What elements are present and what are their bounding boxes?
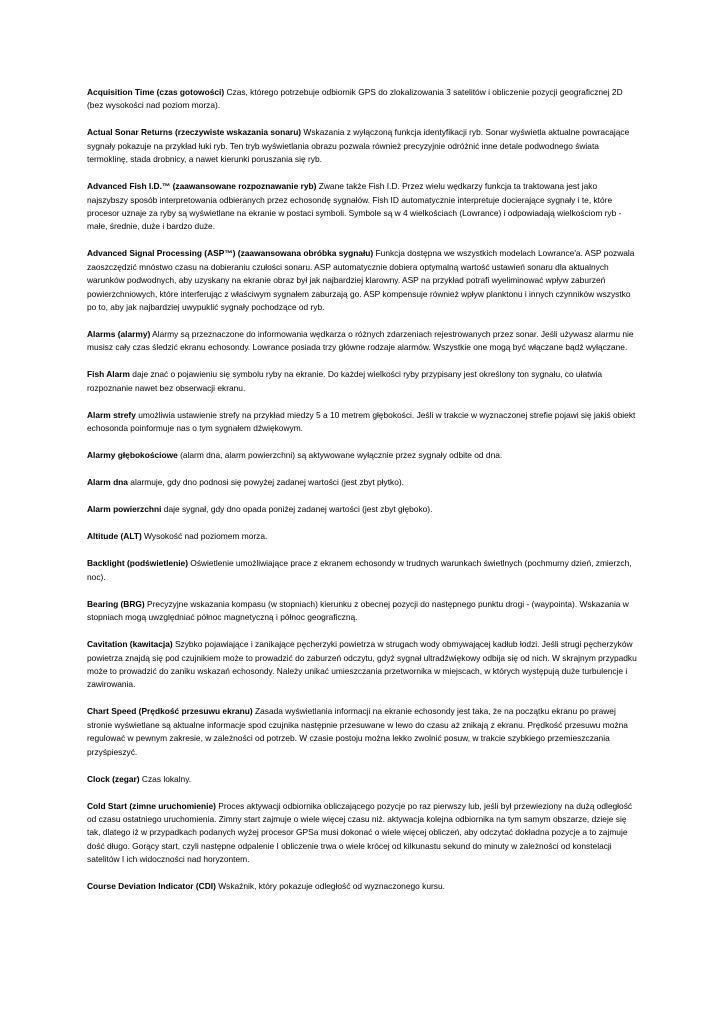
entry-definition: Zwane także Fish I.D. Przez wielu wędkarzy funkcja ta traktowana jest jako najszybszy sposób interpretowania odbieranych przez echosondę sygnałów. Fish ID automatycznie interpretuje docierające sygnały i te, które procesor uznaje za ryby są wyświetlane na ekranie w postaci symboli. Symbole są w 4 wielkościach (Lowrance) i odpowiadają wielkościom ryb - małe, średnie, duże i bardzo duże. <box>87 181 622 232</box>
glossary-entry <box>87 503 639 516</box>
entry-definition: Oświetlenie umożliwiające prace z ekranem echosondy w trudnych warunkach świetlnych (pochmurny dzień, zmierzch, noc). <box>87 558 632 582</box>
glossary-entry <box>87 328 639 355</box>
entry-term: Chart Speed (Prędkość przesuwu ekranu) <box>87 706 253 717</box>
glossary-entry <box>87 638 639 692</box>
glossary-entry <box>87 773 639 786</box>
glossary-entry <box>87 557 639 584</box>
entry-term: Cold Start (zimne uruchomienie) <box>87 800 216 811</box>
entry-term: Clock (zegar) <box>87 773 140 784</box>
glossary-entry <box>87 368 639 395</box>
glossary-entry <box>87 598 639 625</box>
entry-definition: Wysokość nad poziomem morza. <box>141 531 268 542</box>
entry-term: Bearing (BRG) <box>87 598 145 609</box>
entry-definition: Proces aktywacji odbiornika obliczającego pozycje po raz pierwszy lub, jeśli był przewieziony na dużą odległość od czasu ostatniego uruchomienia. Zimny start zajmuje o wiele więcej czasu niż. aktywacja kolejna odbiornika na tym samym obszarze, dzieje się tak, dlatego iż w przypadkach podanych wyżej procesor GPSa musi dokonać o wiele więcej obliczeń, aby odczytać dokładna pozycje a to zajmuje dość długo. Gorący start, czyli następne odpalenie I obliczenie trwa o wiele krócej od kilkunastu sekund do minuty w zależności od konstelacji satelitów I ich widoczności nad horyzontem. <box>87 800 633 865</box>
glossary-entry <box>87 449 639 462</box>
entry-definition: Wskaźnik, który pokazuje odległość od wyznaczonego kursu. <box>215 881 445 892</box>
entry-term: Alarm strefy <box>87 409 136 420</box>
entry-definition: umożliwia ustawienie strefy na przykład miedzy 5 a 10 metrem głębokości. Jeśli w trakcie w wyznaczonej strefie pojawi się jakiś obiekt echosonda poinformuje nas o tym sygnałem dźwiękowym. <box>87 409 636 434</box>
entry-definition: Alarmy są przeznaczone do informowania wędkarza o różnych zdarzeniach rejestrowanych przez sonar. Jeśli używasz alarmu nie musisz cały czas śledzić ekranu echosondy. Lowrance posiada trzy główne rodzaje alarmów. Wszystkie one mogą być włączane bądź wyłączane. <box>87 329 634 353</box>
entry-term: Alarm dna <box>87 477 128 488</box>
entry-definition: daje znać o pojawieniu się symbolu ryby na ekranie. Do każdej wielkości ryby przypisany jest określony ton sygnału, co ułatwia rozpoznanie nawet bez obserwacji ekranu. <box>87 369 603 393</box>
entry-definition: daje sygnał, gdy dno opada poniżej zadanej wartości (jest zbyt głęboko). <box>161 504 433 515</box>
glossary-entry <box>87 126 639 166</box>
entry-term: Course Deviation Indicator (CDI) <box>87 881 216 892</box>
glossary-entry <box>87 86 639 113</box>
entry-definition: Wskazania z wyłączoną funkcja identyfikacji ryb. Sonar wyświetla aktualne powracające sygnały pokazuje na przykład łuki ryb. Ten tryb wyświetlania obrazu pozwala również precyzyjnie odróżnić inne detale podwodnego świata termoklinę, stada drobnicy, a nawet kierunki poruszania się ryb. <box>87 127 630 165</box>
entry-definition: (alarm dna, alarm powierzchni) są aktywowane wyłącznie przez sygnały odbite od dna. <box>177 450 503 461</box>
entry-definition: Czas lokalny. <box>139 773 192 784</box>
entry-definition: Szybko pojawiające i zanikające pęcherzyki powietrza w strugach wody obmywającej kadłub łodzi. Jeśli strugi pęcherzyków powietrza znajdą się pod czujnikiem może to prowadzić do zaburzeń odczytu, gdyż sygnał ultradźwiękowy odbija się od nich. W skrajnym przypadku może to prowadzić do zaniku wskazań echosondy. Należy unikać umieszczania przetwornika w miejscach, w których występują duże turbulencje i zawirowania. <box>87 639 637 690</box>
glossary-entry <box>87 800 639 867</box>
glossary-entry <box>87 530 639 543</box>
glossary-entry <box>87 880 639 893</box>
entry-term: Alarmy głębokościowe <box>87 450 178 461</box>
glossary-page <box>87 86 639 907</box>
entry-term: Alarms (alarmy) <box>87 329 151 340</box>
entry-definition: Funkcja dostępna we wszystkich modelach Lowrance'a. ASP pozwala zaoszczędzić mnóstwo czasu na dobieraniu czułości sonaru. ASP automatycznie dobiera optymalną wartość ustawień sonaru dla aktualnych warunków podwodnych, aby uzyskany na ekranie obraz był jak najbardziej klarowny. ASP na przykład potrafi wyeliminować wpływ zaburzeń powierzchniowych, które interferując z właściwym sygnałem zaburzają go. ASP kompensuje również wpływ planktonu i innych czynników wszystko po to, aby jak najbardziej uwypuklić sygnały pochodzące od ryb. <box>87 248 635 313</box>
entry-term: Actual Sonar Returns (rzeczywiste wskazania sonaru) <box>87 127 302 138</box>
entry-term: Acquisition Time (czas gotowości) <box>87 87 225 97</box>
entry-term: Backlight (podświetlenie) <box>87 558 188 569</box>
entry-term: Advanced Fish I.D.™ (zaawansowane rozpoznawanie ryb) <box>87 181 317 192</box>
glossary-entry <box>87 247 639 314</box>
glossary-entry <box>87 705 639 759</box>
glossary-entry <box>87 409 639 436</box>
entry-term: Alarm powierzchni <box>87 504 162 515</box>
entry-term: Cavitation (kawitacja) <box>87 639 173 650</box>
entry-term: Fish Alarm <box>87 369 130 380</box>
entry-term: Altitude (ALT) <box>87 531 142 542</box>
entry-definition: Precyzyjne wskazania kompasu (w stopniach) kierunku z obecnej pozycji do następnego punktu drogi - (waypointa). Wskazania w stopniach mogą uwzględniać północ magnetyczną i północ geograficzną. <box>87 598 629 623</box>
entry-definition: Czas, którego potrzebuje odbiornik GPS do zlokalizowania 3 satelitów i obliczenie pozycji geograficznej 2D (bez wysokości nad poziom morza). <box>87 87 623 111</box>
entry-definition: alarmuje, gdy dno podnosi się powyżej zadanej wartości (jest zbyt płytko). <box>127 477 405 488</box>
glossary-entry <box>87 476 639 489</box>
entry-term: Advanced Signal Processing (ASP™) (zaawansowana obróbka sygnału) <box>87 248 374 259</box>
glossary-entry <box>87 180 639 234</box>
entry-definition: Zasada wyświetlania informacji na ekranie echosondy jest taka, że na początku ekranu po prawej stronie wyświetlane są aktualne informacje spod czujnika następnie przesuwane w lewo do czasu aż znikają z ekranu. Prędkość przesuwu można regulować w pewnym zakresie, w zależności od potrzeb. W czasie postoju można lekko zwolnić posuw, w trakcie szybkiego przemieszczania przyśpieszyć. <box>87 706 628 757</box>
